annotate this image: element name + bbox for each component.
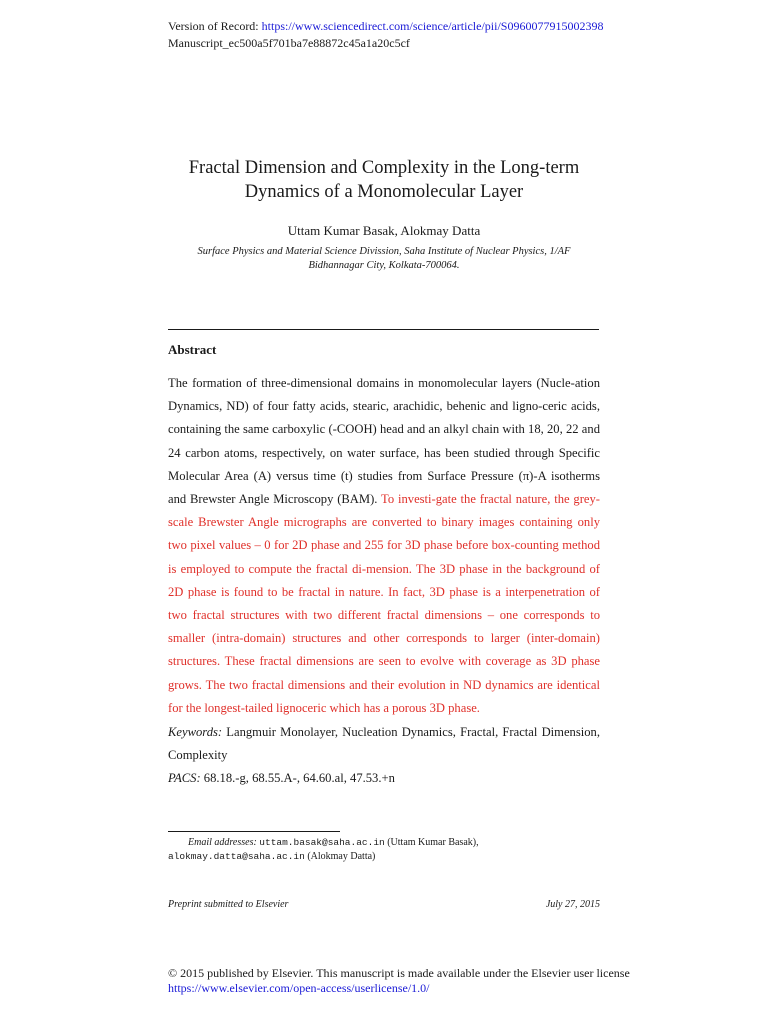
footnote-emails [168,836,479,863]
paper-title [100,156,668,204]
footnote-rule [168,831,340,832]
license-footer [168,966,630,996]
pacs [168,767,600,790]
manuscript-id: Manuscript_ec500a5f701ba7e88872c45a1a20c5cf [168,36,410,50]
abstract-body [168,372,600,791]
keywords [168,721,600,767]
pacs-label: PACS: [168,771,201,786]
email-1-name: (Uttam Kumar Basak), [384,837,479,848]
version-label: Version of Record: [168,19,262,33]
pacs-text: 68.18.-g, 68.55.A-, 64.60.al, 47.53.+n [200,771,395,786]
version-of-record-link[interactable]: https://www.sciencedirect.com/science/article/pii/S0960077915002398 [261,19,604,33]
abstract-highlighted-text: To investi-gate the fractal nature, the grey-scale Brewster Angle micrographs are converted to binary images containing only two pixel values – 0 for 2D phase and 255 for 3D phase before box-counting method is employed to compute the fractal di-mension. The 3D phase in the background of 2D phase is found to be fractal in nature. In fact, 3D phase is a interpenetration of two fractal structures with two different fractal dimensions – one corresponds to smaller (intra-domain) structures and other corresponds to larger (inter-domain) structures. These fractal dimensions are seen to evolve with coverage as 3D phase grows. The two fractal dimensions and their evolution in ND dynamics are identical for the longest-tailed lignoceric which has a porous 3D phase. [168,492,600,715]
email-label: Email addresses: [188,837,257,848]
license-link[interactable]: https://www.elsevier.com/open-access/userlicense/1.0/ [168,981,430,995]
abstract-top-rule [168,329,599,330]
preprint-note: Preprint submitted to Elsevier [168,899,289,910]
abstract-heading: Abstract [168,342,217,357]
keywords-text: Langmuir Monolayer, Nucleation Dynamics, Fractal, Fractal Dimension, Complexity [168,725,600,763]
email-2[interactable]: alokmay.datta@saha.ac.in [168,850,305,862]
affiliation-line-1: Surface Physics and Material Science Divission, Saha Institute of Nuclear Physics, 1/AF [197,246,571,257]
affiliation [168,245,600,273]
email-1[interactable]: uttam.basak@saha.ac.in [259,837,385,848]
title-line-2: Dynamics of a Monomolecular Layer [244,182,524,202]
license-text: © 2015 published by Elsevier. This manuscript is made available under the Elsevier user license [168,966,630,980]
email-2-name: (Alokmay Datta) [304,850,376,862]
authors: Uttam Kumar Basak, Alokmay Datta [287,223,481,238]
affiliation-line-2: Bidhannagar City, Kolkata-700064. [308,260,460,271]
keywords-label: Keywords: [168,725,223,740]
version-of-record-line [168,19,603,33]
submission-date: July 27, 2015 [545,899,600,910]
title-line-1: Fractal Dimension and Complexity in the Long-term [188,158,580,178]
abstract-text: The formation of three-dimensional domains in monomolecular layers (Nucle-ation Dynamics, ND) of four fatty acids, stearic, arachidic, behenic and ligno-ceric acids, containing the same carboxylic (-COOH) head and an alkyl chain with 18, 20, 22 and 24 carbon atoms, respectively, on water surface, has been studied through Specific Molecular Area (A) versus time (t) studies from Surface Pressure (π)-A isotherms and Brewster Angle Microscopy (BAM). [168,376,600,507]
